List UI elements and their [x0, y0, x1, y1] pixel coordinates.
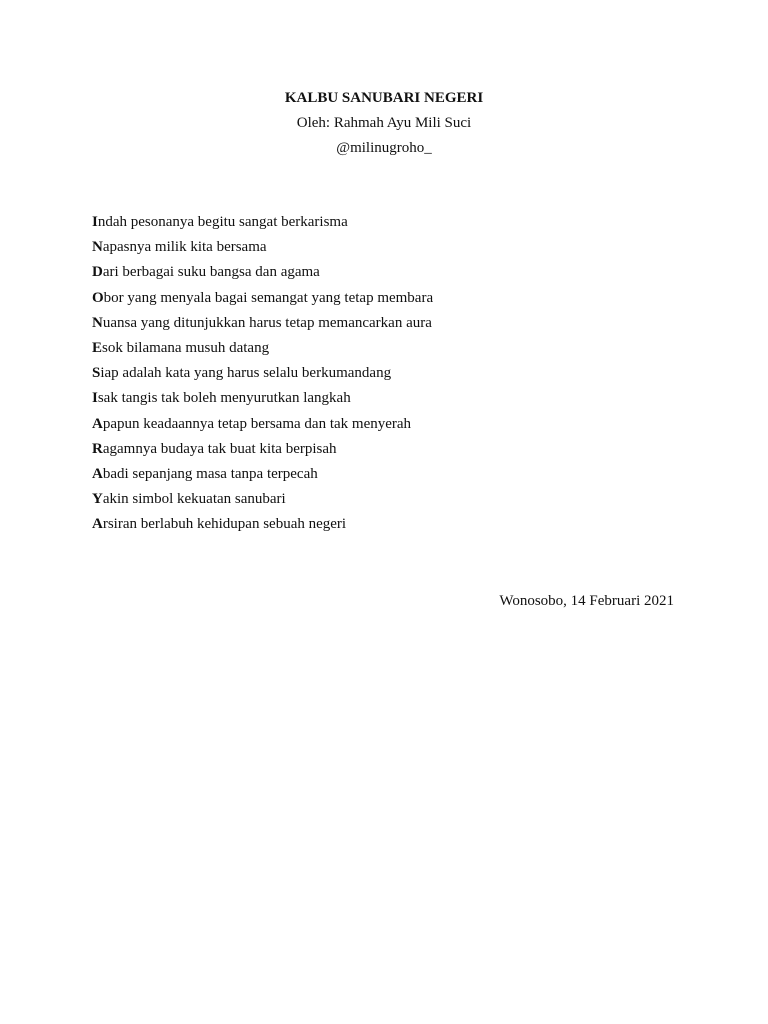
line-text: rsiran berlabuh kehidupan sebuah negeri: [102, 516, 347, 533]
line-initial: A: [92, 466, 103, 483]
line-text: bor yang menyala bagai semangat yang tetap membara: [103, 289, 434, 306]
poem-line: [92, 386, 692, 411]
poem-line: [92, 361, 692, 386]
poem-line: [92, 336, 692, 361]
poem-header: [0, 86, 768, 161]
author-handle: @milinugroho_: [336, 140, 432, 156]
line-text: iap adalah kata yang harus selalu berkumandang: [100, 365, 392, 382]
poem-line: [92, 512, 692, 537]
line-text: uansa yang ditunjukkan harus tetap memancarkan aura: [102, 314, 432, 331]
line-text: papun keadaannya tetap bersama dan tak menyerah: [102, 415, 412, 432]
poem-line: [92, 210, 692, 235]
line-initial: O: [92, 289, 104, 306]
poem-body: [92, 210, 692, 538]
author-line: Oleh: Rahmah Ayu Mili Suci: [296, 115, 472, 131]
line-initial: I: [92, 214, 98, 230]
poem-title: KALBU SANUBARI NEGERI: [284, 90, 484, 106]
line-initial: R: [92, 440, 103, 457]
line-text: sok bilamana musuh datang: [102, 340, 270, 357]
poem-line: [92, 487, 692, 512]
line-text: akin simbol kekuatan sanubari: [102, 491, 286, 508]
poem-line: [92, 412, 692, 437]
line-initial: A: [92, 415, 103, 432]
line-text: apasnya milik kita bersama: [102, 239, 267, 256]
place-date: Wonosobo, 14 Februari 2021: [499, 593, 674, 609]
line-text: badi sepanjang masa tanpa terpecah: [102, 466, 318, 483]
line-text: ari berbagai suku bangsa dan agama: [102, 264, 320, 281]
poem-line: [92, 437, 692, 462]
line-text: agamnya budaya tak buat kita berpisah: [102, 440, 337, 457]
line-initial: E: [92, 340, 103, 357]
line-initial: N: [92, 314, 103, 331]
line-initial: S: [92, 365, 101, 382]
line-initial: N: [92, 239, 103, 256]
poem-line: [92, 286, 692, 311]
line-initial: A: [92, 516, 103, 533]
line-initial: D: [92, 264, 103, 281]
poem-line: [92, 235, 692, 260]
line-initial: Y: [92, 491, 103, 508]
poem-line: [92, 260, 692, 285]
poem-line: [92, 462, 692, 487]
line-initial: I: [92, 390, 98, 407]
line-text: ndah pesonanya begitu sangat berkarisma: [97, 214, 348, 230]
line-text: sak tangis tak boleh menyurutkan langkah: [97, 390, 351, 407]
poem-line: [92, 311, 692, 336]
